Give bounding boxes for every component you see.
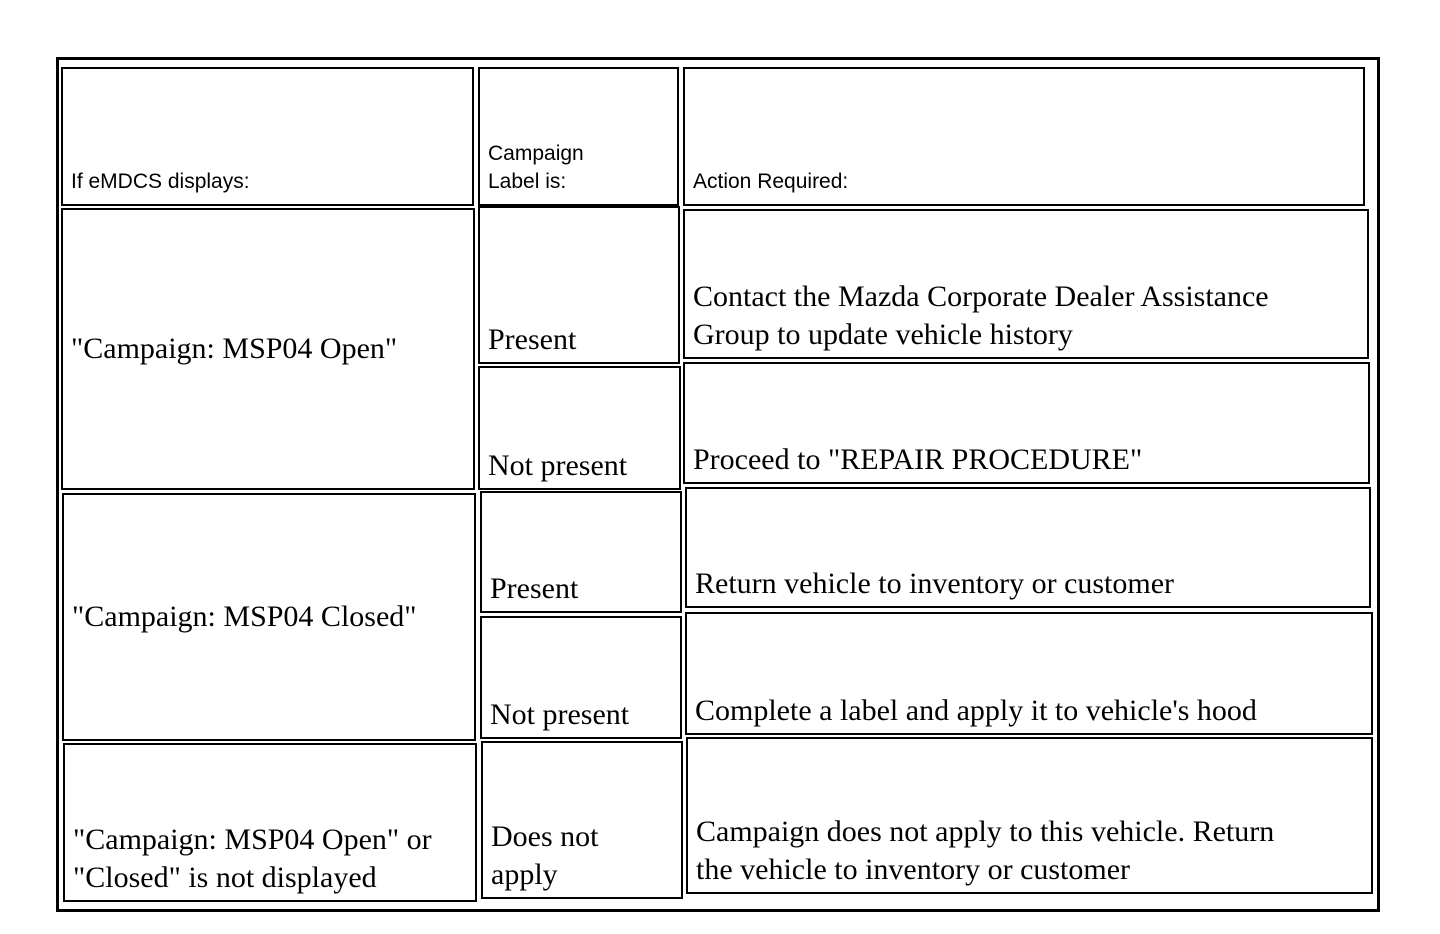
action-cell-open-not-present (683, 362, 1370, 484)
display-text-closed: "Campaign: MSP04 Closed" (72, 600, 417, 633)
header-action-cell (683, 67, 1365, 206)
action-cell-does-not-apply (686, 737, 1373, 894)
action-cell-closed-present (685, 487, 1371, 608)
header-label-text: Campaign Label is: (488, 142, 584, 193)
header-display-cell (61, 67, 474, 206)
label-text: Does not apply (491, 820, 599, 891)
display-text-open: "Campaign: MSP04 Open" (71, 332, 398, 365)
action-cell-open-present (683, 209, 1369, 359)
display-text-not-displayed: "Campaign: MSP04 Open" or "Closed" is not displayed (73, 823, 432, 894)
header-action-text: Action Required: (693, 170, 849, 193)
label-text: Not present (488, 449, 628, 482)
label-cell-open-not-present (478, 366, 681, 490)
label-cell-open-present (478, 206, 680, 364)
label-text: Present (490, 572, 579, 605)
action-text: Proceed to "REPAIR PROCEDURE" (693, 443, 1143, 476)
display-cell-not-displayed (63, 743, 477, 902)
action-text: Return vehicle to inventory or customer (695, 567, 1175, 600)
label-text: Not present (490, 698, 630, 731)
label-cell-does-not-apply (481, 741, 683, 899)
header-display-text: If eMDCS displays: (71, 170, 250, 193)
label-text: Present (488, 323, 577, 356)
action-cell-closed-not-present (685, 612, 1373, 735)
header-label-cell (478, 67, 679, 206)
label-cell-closed-not-present (480, 616, 682, 739)
label-cell-closed-present (480, 491, 682, 613)
action-text: Complete a label and apply it to vehicle's hood (695, 694, 1257, 727)
display-cell-open (61, 208, 475, 490)
display-cell-closed (62, 493, 476, 741)
action-text: Campaign does not apply to this vehicle. Return the vehicle to inventory or customer (696, 815, 1275, 886)
action-text: Contact the Mazda Corporate Dealer Assistance Group to update vehicle history (693, 280, 1269, 351)
